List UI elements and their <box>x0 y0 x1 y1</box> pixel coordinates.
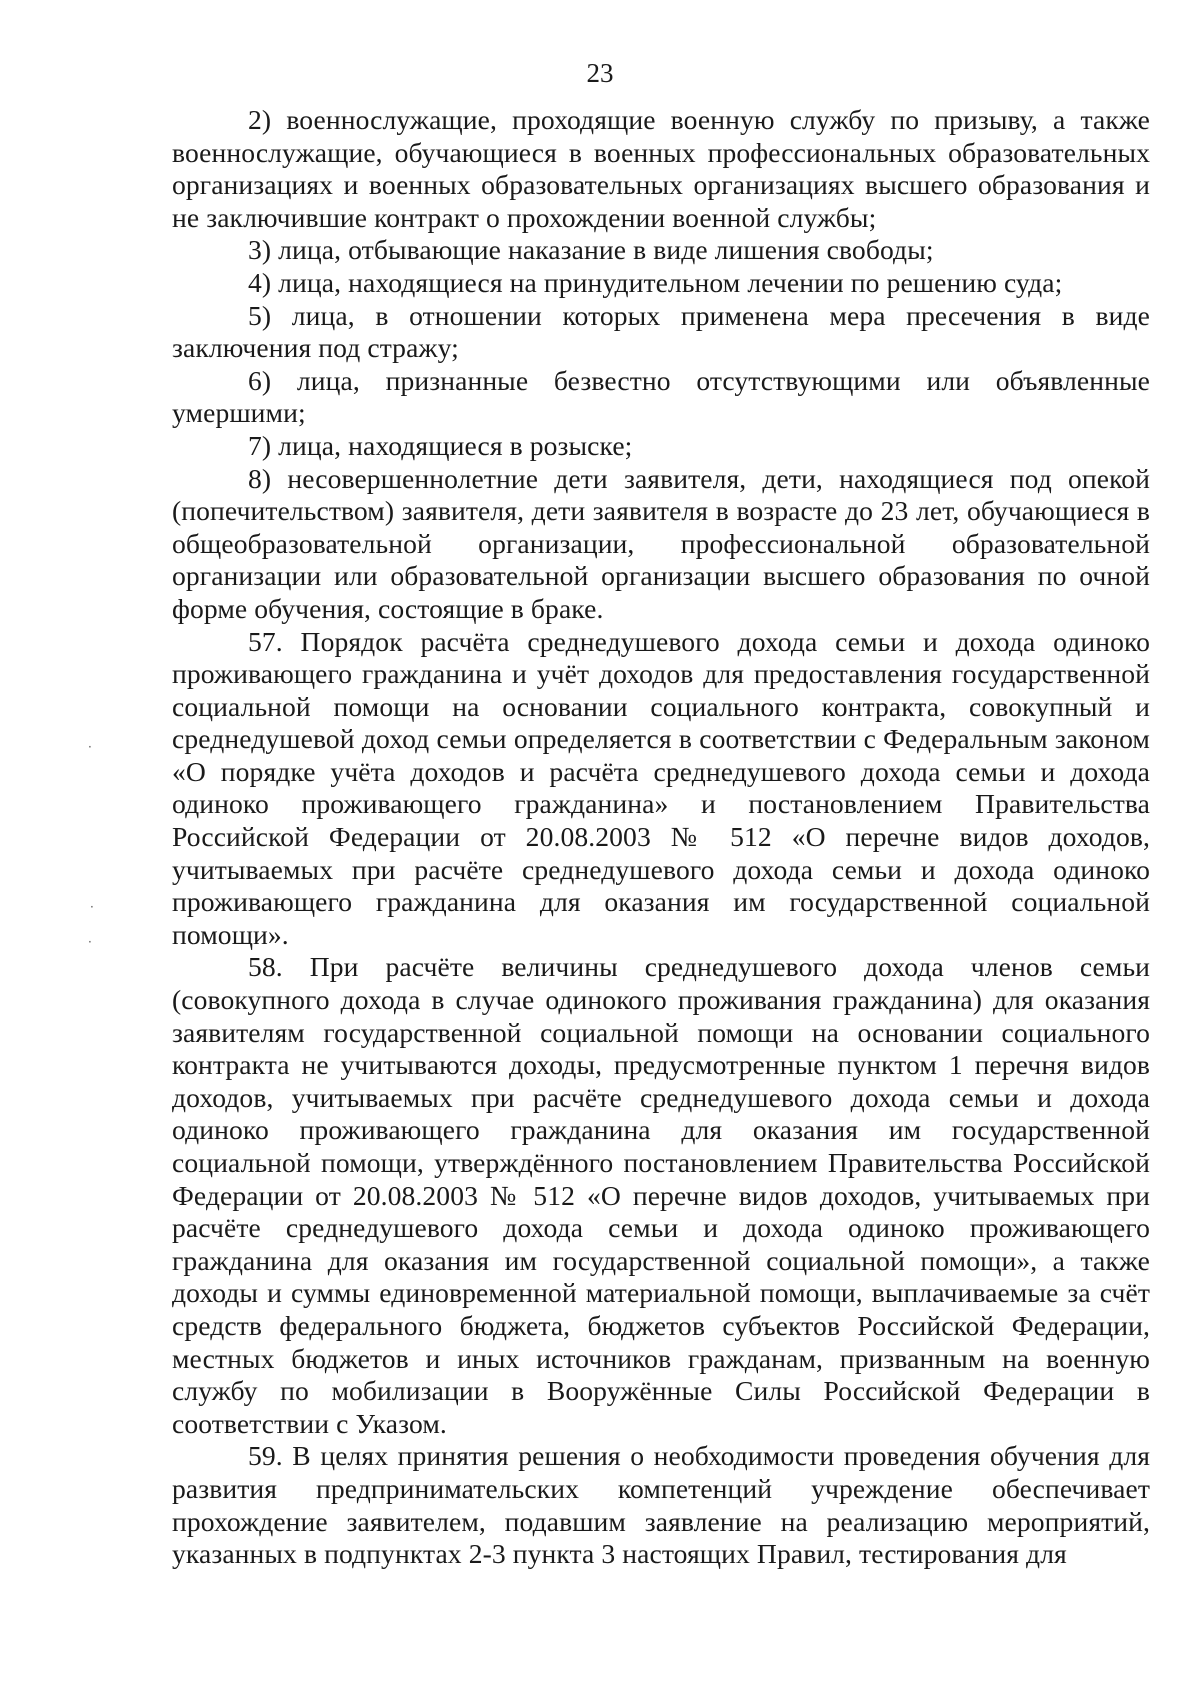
paragraph-item-4: 4) лица, находящиеся на принудительном лечении по решению суда; <box>248 266 1063 298</box>
scan-mark: · <box>90 900 94 914</box>
paragraph-item-7: 7) лица, находящиеся в розыске; <box>248 429 633 461</box>
page-number: 23 <box>586 58 614 88</box>
paragraph-item-3: 3) лица, отбывающие наказание в виде лишения свободы; <box>248 234 934 266</box>
paragraph-item-5: 5) лица, в отношении которых применена мера пресечения в виде заключения под стражу; <box>172 299 1150 364</box>
scan-mark: · <box>88 740 92 754</box>
paragraph-item-8: 8) несовершеннолетние дети заявителя, дети, находящиеся под опекой (попечительством) заявителя, дети заявителя в возрасте до 23 лет, обучающиеся в общеобразовательной организации, профессиональной образовательной организации или образовательной организации высшего образования по очной форме обучения, состоящие в браке. <box>172 462 1150 624</box>
paragraph-item-2: 2) военнослужащие, проходящие военную службу по призыву, а также военнослужащие, обучающиеся в военных профессиональных образовательных организациях и военных образовательных организациях высшего образования и не заключившие контракт о прохождении военной службы; <box>172 104 1150 233</box>
paragraph-58: 58. При расчёте величины среднедушевого дохода членов семьи (совокупного дохода в случае одинокого проживания гражданина) для оказания заявителям государственной социальной помощи на основании социального контракта не учитываются доходы, предусмотренные пунктом 1 перечня видов доходов, учитываемых при расчёте среднедушевого дохода семьи и дохода одиноко проживающего гражданина для оказания им государственной социальной помощи, утверждённого постановлением Правительства Российской Федерации от 20.08.2003 № 512 «О перечне видов доходов, учитываемых при расчёте среднедушевого дохода семьи и дохода одиноко проживающего гражданина для оказания им государственной социальной помощи», а также доходы и суммы единовременной материальной помощи, выплачиваемые за счёт средств федерального бюджета, бюджетов субъектов Российской Федерации, местных бюджетов и иных источников гражданам, призванным на военную службу по мобилизации в Вооружённые Силы Российской Федерации в соответствии с Указом. <box>172 951 1150 1439</box>
scan-mark: · <box>88 935 92 949</box>
paragraph-59: 59. В целях принятия решения о необходимости проведения обучения для развития предпринимательских компетенций учреждение обеспечивает прохождение заявителем, подавшим заявление на реализацию мероприятий, указанных в подпунктах 2-3 пункта 3 настоящих Правил, тестирования для <box>172 1440 1150 1570</box>
paragraph-item-6: 6) лица, признанные безвестно отсутствующими или объявленные умершими; <box>172 364 1150 429</box>
document-body <box>172 104 1150 1571</box>
paragraph-57: 57. Порядок расчёта среднедушевого дохода семьи и дохода одиноко проживающего гражданина и учёт доходов для предоставления государственной социальной помощи на основании социального контракта, совокупный и среднедушевой доход семьи определяется в соответствии с Федеральным законом «О порядке учёта доходов и расчёта среднедушевого дохода семьи и дохода одиноко проживающего гражданина» и постановлением Правительства Российской Федерации от 20.08.2003 № 512 «О перечне видов доходов, учитываемых при расчёте среднедушевого дохода семьи и дохода одиноко проживающего гражданина для оказания им государственной социальной помощи». <box>172 625 1150 950</box>
